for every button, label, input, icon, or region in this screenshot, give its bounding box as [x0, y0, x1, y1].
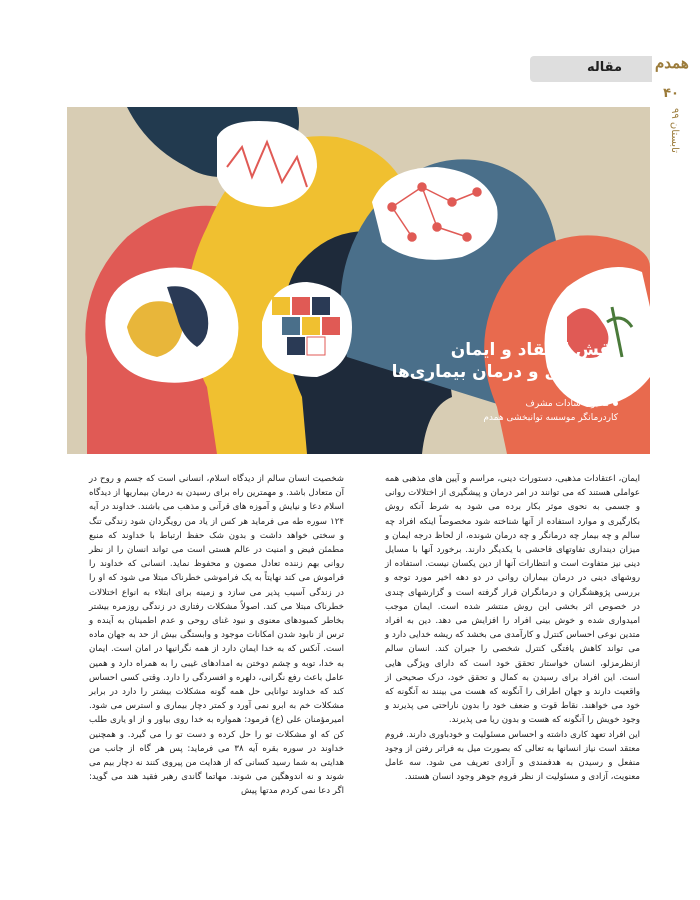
- page-number: ۴۰: [663, 86, 679, 101]
- paragraph: شخصیت انسان سالم از دیدگاه اسلام، انسانی است که جسم و روح در آن متعادل باشد. و مهمترین راه برای رسیدن به درمان بیماریها از دیدگاه اسلام دعا و نیایش و آموزه های قرآنی و مذهب می باشند. خداوند در آیه ۱۲۴ سوره طه می فرماید هر کس از یاد من رویگردان شود زندگی تنگ و سختی خواهد داشت و بدون شک حفظ ارتباط با خداوند که منبع مطمئن فیض و امنیت در عالم هستی است می تواند انسان را از نظر روانی بهم زننده تعادل مصون و محفوظ نماید. انسانی که خداوند را فراموش می کند نهایتاً به یک فراموشی خطرناک مبتلا می شود که او را در زندگی آسیب پذیر می سازد و زمینه برای ابتلاء به انواع اختلالات خطرناک مبتلا می کند. اصولاً مشکلات رفتاری در زندگی روزمره بیشتر بخاطر کمبودهای معنوی و نبود غنای روحی و عدم اطمینان به آینده و ترس از نابود شدن امکانات موجود و وابستگی بیش از حد به جهان ماده است. آنکس که به خدا ایمان دارد از همه نگرانیها در امان است. ایمان به خدا، توبه و چشم دوختن به امدادهای غیبی را به همراه دارد و همین عامل باعث رفع نگرانی، دلهره و افسردگی را دارد. وقتی کسی احساس کند که خداوند توانایی حل همه گونه مشکلات بیشتر را دارد در برابر مشکلات خم به ابرو نمی آورد و کمتر دچار بیماری و استرس می شود. امیرمؤمنان علی (ع) فرمود: همواره به خدا روی بیاور و از او یاری طلب کن که او مشکلات تو را حل کرده و دست تو را می گیرد. و همچنین خداوند در سوره بقره آیه ۳۸ می فرماید: پس هر گاه از جانب من هدایتی به شما رسید کسانی که از هدایت من پیروی کنند نه دچار بیم می شوند و نه اندوهگین می شوند. مهاتما گاندی رهبر فقید هند می گوید: اگر دعا نمی کردم مدتها پیش: [89, 474, 344, 797]
- byline: [483, 397, 618, 425]
- article-title-line1: نقش اعتقاد و ایمان: [450, 340, 618, 360]
- article-title-line2: در کنترل و درمان بیماری‌ها: [391, 362, 618, 382]
- paragraph: ایمان، اعتقادات مذهبی، دستورات دینی، مراسم و آیین های مذهبی همه عواملی هستند که می توانند در امر درمان و پیشگیری از اختلالات روانی و جسمی به نحوی موثر بکار برده می شود به شرط آنکه روش بکارگیری و موارد استفاده از آنها شناخته شود مخصوصاً اینکه افراد چه سالم و چه بیمار چه درمانگر و چه درمان شونده، از لحاظ درجه ایمان و میزان دینداری تفاوتهای فاحشی با یکدیگر دارند. برخورد آنها با مسایل دینی نیز متفاوت است و انتظارات آنها از دین یکسان نیست. استفاده از روشهای دینی در درمان بیماران روانی در دو دهه اخیر مورد توجه و بررسی پژوهشگران و درمانگران قرار گرفته است و گزارشهای چندی در خصوص اثر بخشی این روش منتشر شده است. ایمان موجب امیدواری شده و خوش بینی افراد را افزایش می دهد. دین به افراد متدین نوعی احساس کنترل و کارآمدی می بخشد که ریشه خدایی دارد و می تواند کاهش یافتگی کنترل شخصی را جبران کند. انسان سالم ازنظرمزلو، انسان خواستار تحقق خود است که دارای ویژگی هایی است. این افراد برای رسیدن به کمال و تحقق خود، درک صحیحی از واقعیت دارند و جهان اطراف را آنگونه که هست می بینند نه آنگونه که خود می خواهند. نقاط قوت و ضعف خود را بدون ناراحتی می پذیرند و وجود خویش را آنگونه که هست و بدون ریا می پذیرند.: [385, 474, 640, 726]
- section-label: مقاله: [586, 60, 622, 75]
- article-title: [392, 339, 618, 383]
- paragraph: این افراد تعهد کاری داشته و احساس مسئولیت و خودباوری دارند. فروم معتقد است نیاز انسانها به تعالی که بصورت میل به فراتر رفتن از وجود منفعل و رسیدن به هدفمندی و آزادی تعریف می شود. سه عامل معنویت، آزادی و مسئولیت از نظر فروم جوهر وجود انسان هستند.: [385, 729, 640, 783]
- body-column-left: [89, 472, 344, 799]
- author-name: محبوبه سادات مشرف: [525, 399, 609, 409]
- body-column-right: [385, 472, 640, 784]
- yellow-head-brain: [217, 121, 317, 207]
- hero-illustration: [67, 107, 650, 454]
- issue-label: تابستان ۹۹: [669, 108, 680, 153]
- magazine-logo: همدم: [655, 54, 689, 72]
- section-tab: [530, 56, 652, 82]
- bullet-icon: [613, 401, 618, 406]
- blue-head-brain: [372, 167, 498, 260]
- author-role: کاردرمانگر موسسه توانبخشی همدم: [483, 413, 618, 423]
